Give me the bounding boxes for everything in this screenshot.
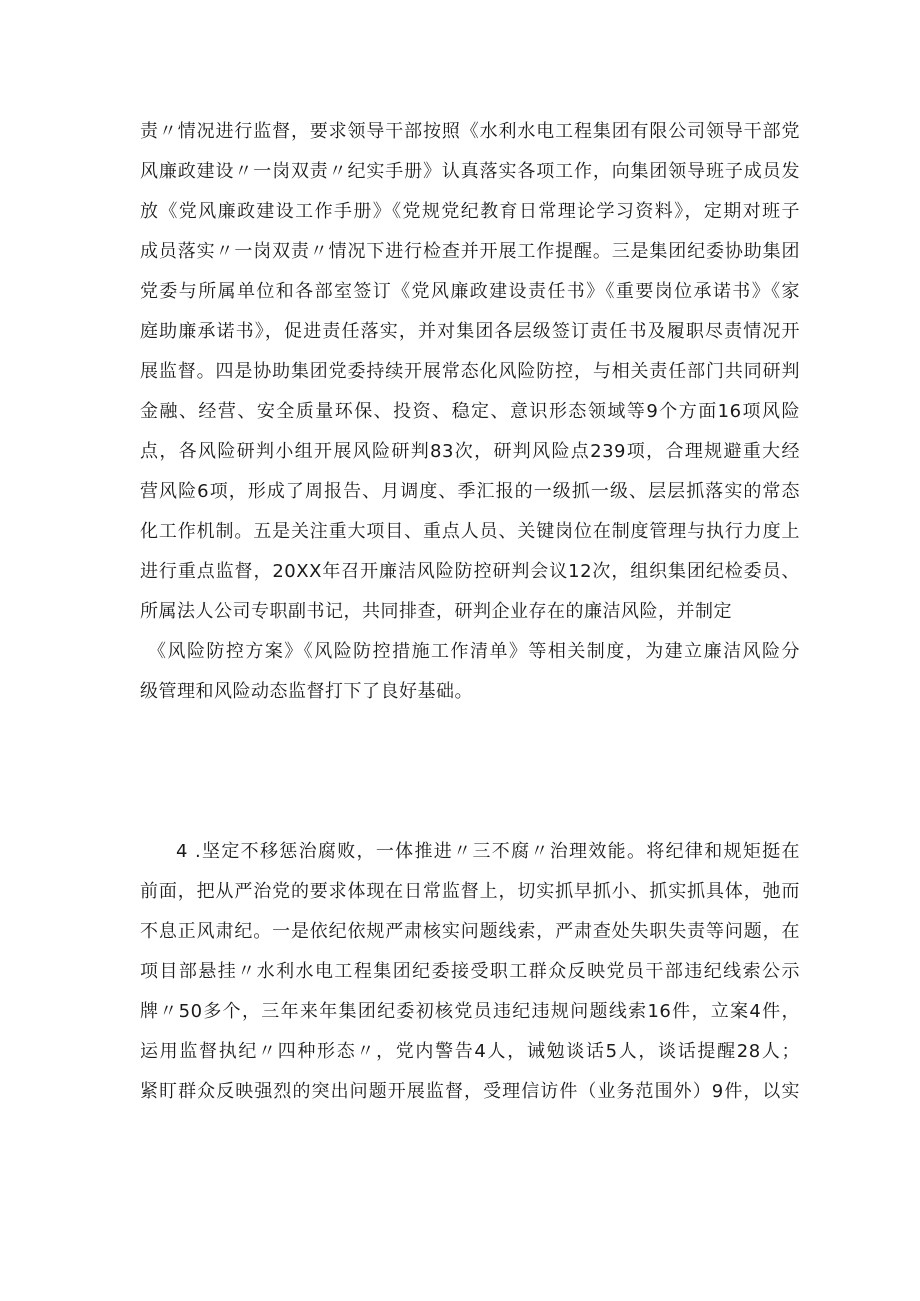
text-line: 成员落实〃一岗双责〃情况下进行检查并开展工作提醒。三是集团纪委协助集团 — [140, 241, 800, 262]
text-line: 展监督。四是协助集团党委持续开展常态化风险防控，与相关责任部门共同研判 — [140, 361, 800, 382]
text-line: 《风险防控方案》《风险防控措施工作清单》等相关制度，为建立廉洁风险分 — [148, 641, 800, 662]
text-line: 风廉政建设〃一岗双责〃纪实手册》认真落实各项工作，向集团领导班子成员发 — [140, 161, 800, 182]
text-line: 前面，把从严治党的要求体现在日常监督上，切实抓早抓小、抓实抓具体，弛而 — [140, 881, 800, 902]
paragraph-anti-corruption — [140, 832, 800, 1112]
text-line: 点，各风险研判小组开展风险研判83次，研判风险点239项，合理规避重大经 — [140, 441, 800, 462]
paragraph-risk-control — [140, 112, 800, 712]
text-line: 放《党风廉政建设工作手册》《党规党纪教育日常理论学习资料》，定期对班子 — [140, 201, 800, 222]
text-line: 党委与所属单位和各部室签订《党风廉政建设责任书》《重要岗位承诺书》《家 — [140, 281, 800, 302]
section-heading-line: 4 .坚定不移惩治腐败，一体推进〃三不腐〃治理效能。将纪律和规矩挺在 — [176, 841, 800, 862]
text-line: 责〃情况进行监督，要求领导干部按照《水利水电工程集团有限公司领导干部党 — [140, 121, 800, 142]
text-line: 庭助廉承诺书》，促进责任落实，并对集团各层级签订责任书及履职尽责情况开 — [140, 321, 800, 342]
text-line: 进行重点监督，20XX年召开廉洁风险防控研判会议12次，组织集团纪检委员、 — [140, 561, 800, 582]
text-line: 牌〃50多个，三年来年集团纪委初核党员违纪违规问题线索16件，立案4件， — [140, 1001, 800, 1022]
text-line: 不息正风肃纪。一是依纪依规严肃核实问题线索，严肃查处失职失责等问题，在 — [140, 921, 800, 942]
text-line: 化工作机制。五是关注重大项目、重点人员、关键岗位在制度管理与执行力度上 — [140, 521, 800, 542]
text-line: 营风险6项，形成了周报告、月调度、季汇报的一级抓一级、层层抓落实的常态 — [140, 481, 800, 502]
text-line: 项目部悬挂〃水利水电工程集团纪委接受职工群众反映党员干部违纪线索公示 — [140, 961, 800, 982]
text-line: 所属法人公司专职副书记，共同排查，研判企业存在的廉洁风险，并制定 — [140, 601, 732, 622]
text-line: 级管理和风险动态监督打下了良好基础。 — [140, 681, 473, 702]
text-line: 运用监督执纪〃四种形态〃，党内警告4人，诫勉谈话5人，谈话提醒28人； — [140, 1041, 800, 1062]
text-line: 紧盯群众反映强烈的突出问题开展监督，受理信访件（业务范围外）9件，以实 — [140, 1081, 800, 1102]
text-line: 金融、经营、安全质量环保、投资、稳定、意识形态领域等9个方面16项风险 — [140, 401, 800, 422]
